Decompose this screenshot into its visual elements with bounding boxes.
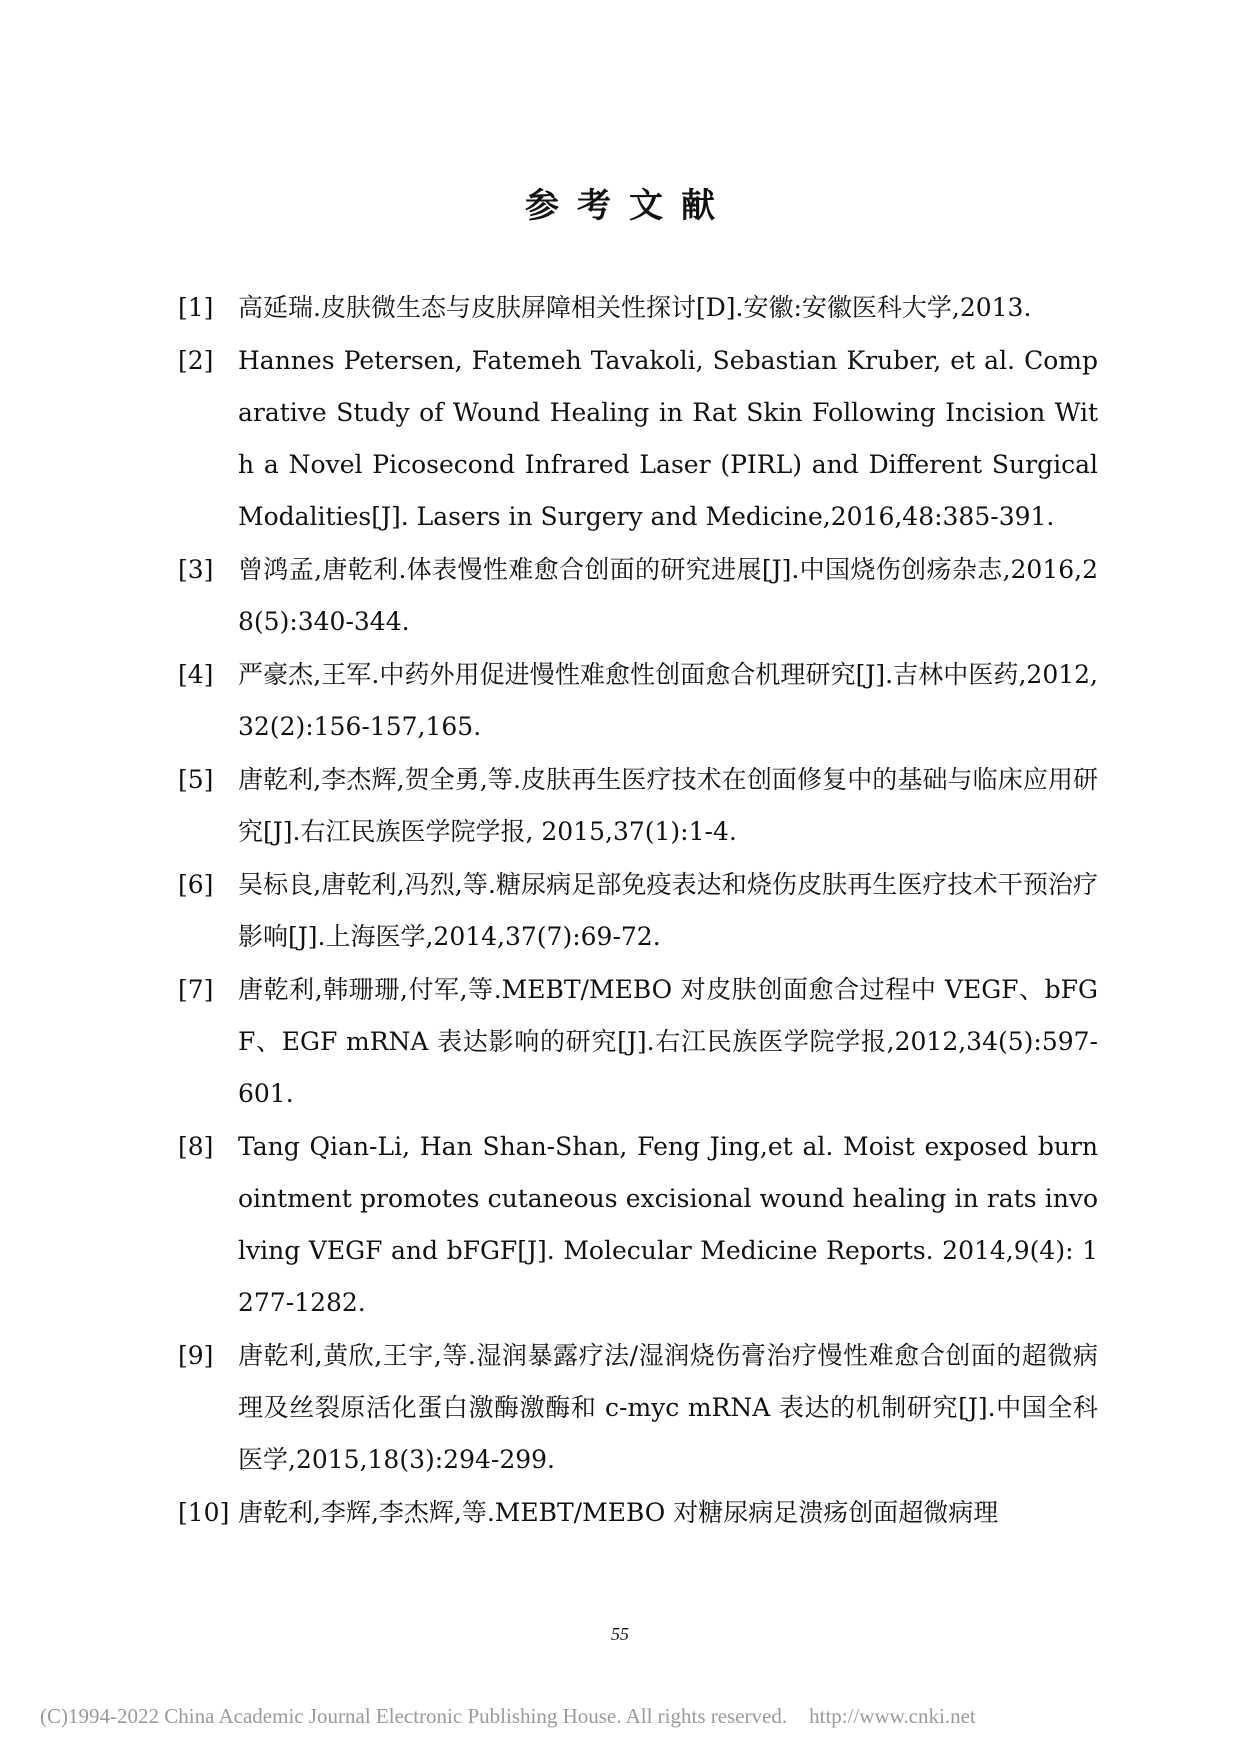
reference-text: 曾鸿孟,唐乾利.体表慢性难愈合创面的研究进展[J].中国烧伤创疡杂志,2016,28(5):340-344. [238,555,1098,636]
reference-text: 唐乾利,黄欣,王宇,等.湿润暴露疗法/湿润烧伤膏治疗慢性难愈合创面的超微病理及丝裂原活化蛋白激酶激酶和 c-myc mRNA 表达的机制研究[J].中国全科医学,2015,18(3):294-299. [238,1341,1098,1474]
reference-item [178,544,1098,648]
reference-number: [5] [178,765,214,794]
reference-number: [6] [178,870,214,899]
reference-item [178,964,1098,1120]
reference-number: [1] [178,293,214,322]
reference-text: 唐乾利,韩珊珊,付军,等.MEBT/MEBO 对皮肤创面愈合过程中 VEGF、bFGF、EGF mRNA 表达影响的研究[J].右江民族医学院学报,2012,34(5):597-601. [238,975,1098,1108]
reference-number: [9] [178,1341,214,1370]
reference-number: [3] [178,555,214,584]
reference-text: 高延瑞.皮肤微生态与皮肤屏障相关性探讨[D].安徽:安徽医科大学,2013. [238,293,1032,322]
reference-item [178,1121,1098,1329]
reference-text: 吴标良,唐乾利,冯烈,等.糖尿病足部免疫表达和烧伤皮肤再生医疗技术干预治疗影响[J].上海医学,2014,37(7):69-72. [238,870,1098,951]
reference-number: [2] [178,346,214,375]
reference-text: 严豪杰,王军.中药外用促进慢性难愈性创面愈合机理研究[J].吉林中医药,2012,32(2):156-157,165. [238,660,1098,741]
reference-text: Hannes Petersen, Fatemeh Tavakoli, Sebastian Kruber, et al. Comparative Study of Wound Healing in Rat Skin Following Incision With a Novel Picosecond Infrared Laser (PIRL) and Different Surgical Modalities[J]. Lasers in Surgery and Medicine,2016,48:385-391. [238,346,1098,531]
copyright-footer [40,1704,1240,1729]
reference-item [178,859,1098,963]
reference-item [178,335,1098,543]
reference-item [178,1487,1098,1539]
page-title: 参考文献 [525,186,733,226]
reference-number: [4] [178,660,214,689]
reference-item [178,754,1098,858]
reference-number: [8] [178,1132,214,1161]
reference-item [178,1330,1098,1486]
reference-number: [10] [178,1498,230,1527]
footer-url: http://www.cnki.net [809,1704,976,1728]
reference-list [178,282,1098,1540]
reference-text: 唐乾利,李辉,李杰辉,等.MEBT/MEBO 对糖尿病足溃疡创面超微病理 [238,1498,999,1527]
reference-text: 唐乾利,李杰辉,贺全勇,等.皮肤再生医疗技术在创面修复中的基础与临床应用研究[J].右江民族医学院学报, 2015,37(1):1-4. [238,765,1098,846]
reference-text: Tang Qian-Li, Han Shan-Shan, Feng Jing,et al. Moist exposed burn ointment promotes cutaneous excisional wound healing in rats involving VEGF and bFGF[J]. Molecular Medicine Reports. 2014,9(4): 1277-1282. [238,1132,1098,1317]
page-number: 55 [611,1624,629,1644]
reference-item [178,649,1098,753]
copyright-notice: (C)1994-2022 China Academic Journal Electronic Publishing House. All rights reserved. [40,1704,788,1728]
reference-item [178,282,1098,334]
reference-number: [7] [178,975,214,1004]
